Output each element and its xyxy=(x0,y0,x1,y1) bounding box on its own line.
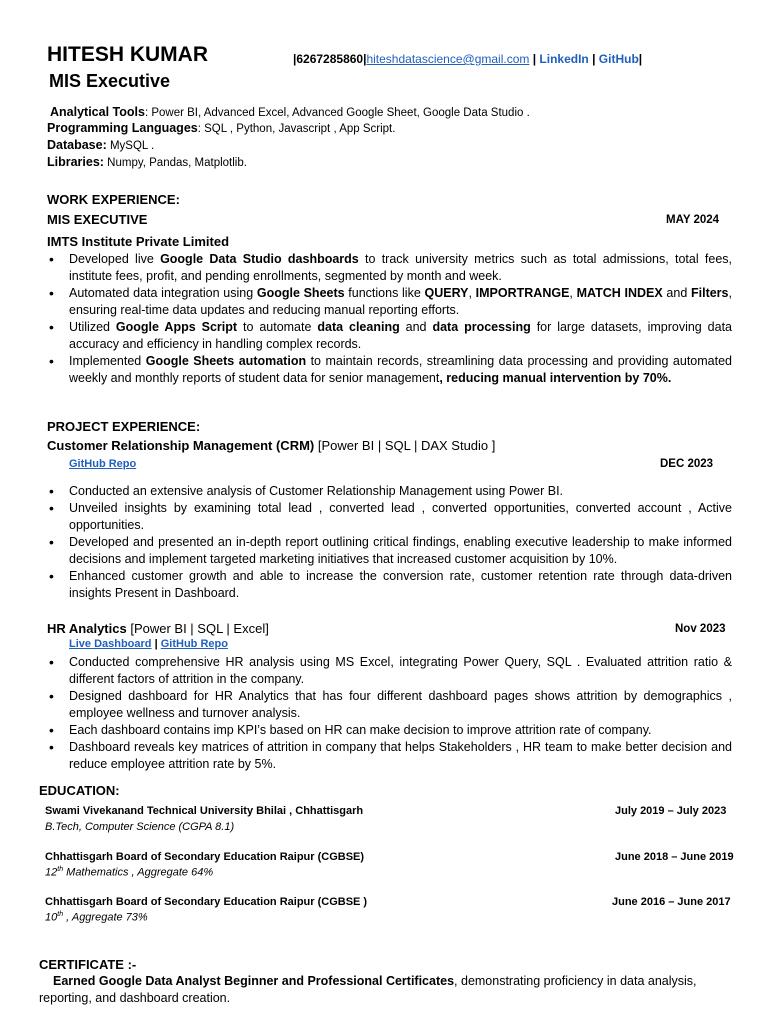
bullet-item: • Developed live Google Data Studio dashboards to track university metrics such as total admissions, total fees, institute fees, profit, and pending enrollments, segmented by month and week. xyxy=(47,251,732,285)
work-job-title: MIS EXECUTIVE xyxy=(47,212,148,227)
phone-number: |6267285860| xyxy=(293,52,367,66)
skill-label: Libraries: xyxy=(47,155,104,169)
skill-value: Numpy, Pandas, Matplotlib. xyxy=(103,157,247,169)
hr-live-dashboard-link[interactable]: Live Dashboard xyxy=(69,638,152,650)
work-date: MAY 2024 xyxy=(666,214,720,226)
education-date: June 2016 – June 2017 xyxy=(612,896,731,908)
crm-project-title xyxy=(47,438,495,453)
bullet-item: • Developed and presented an in-depth report outlining critical findings, enabling executive leadership to make informed decisions and implement targeted marketing initiatives that increased customer acquisition by 10%. xyxy=(47,534,732,568)
detail-superscript: th xyxy=(57,866,64,873)
bullet-item: • Each dashboard contains imp KPI’s based on HR can make decision to improve attrition rate of company. xyxy=(47,722,732,739)
work-company: IMTS Institute Private Limited xyxy=(47,234,230,249)
education-date: July 2019 – July 2023 xyxy=(615,805,727,817)
separator: | xyxy=(588,52,599,66)
separator: | xyxy=(529,52,540,66)
detail-text: Mathematics , Aggregate 64% xyxy=(63,866,214,879)
crm-title: Customer Relationship Management (CRM) xyxy=(47,438,315,453)
github-link[interactable]: GitHub xyxy=(598,52,639,66)
detail-grade: 12 xyxy=(45,866,58,879)
email-link[interactable]: hiteshdatascience@gmail.com xyxy=(366,52,530,66)
hr-tools: [Power BI | SQL | Excel] xyxy=(126,621,269,636)
skill-value: MySQL . xyxy=(106,140,155,152)
education-detail: B.Tech, Computer Science (CGPA 8.1) xyxy=(45,821,235,833)
education-detail xyxy=(45,866,213,879)
bullet-item: • Dashboard reveals key matrices of attrition in company that helps Stakeholders , HR team to make better decision and reduce employee attrition rate by 5%. xyxy=(47,739,732,773)
bullet-item: • Automated data integration using Google Sheets functions like QUERY, IMPORTRANGE, MATCH INDEX and Filters, ensuring real-time data updates and reducing manual reporting efforts. xyxy=(47,285,732,319)
bullet-item: • Utilized Google Apps Script to automate data cleaning and data processing for large datasets, improving data accuracy and efficiency in handling complex records. xyxy=(47,319,732,353)
crm-bullets xyxy=(47,483,732,602)
work-experience-heading: WORK EXPERIENCE: xyxy=(47,192,180,207)
contact-line xyxy=(293,52,642,66)
skill-database xyxy=(47,138,154,152)
candidate-name: HITESH KUMAR xyxy=(47,43,208,66)
detail-text: , Aggregate 73% xyxy=(63,911,148,924)
education-institution: Chhattisgarh Board of Secondary Education Raipur (CGBSE) xyxy=(45,851,365,863)
crm-date: DEC 2023 xyxy=(660,458,714,470)
certificate-text-continued: reporting, and dashboard creation. xyxy=(39,991,231,1005)
education-date: June 2018 – June 2019 xyxy=(615,851,734,863)
work-bullets xyxy=(47,251,732,387)
skill-label: Analytical Tools xyxy=(50,105,145,119)
skill-label: Programming Languages xyxy=(47,121,198,135)
education-heading: EDUCATION: xyxy=(39,783,120,798)
bullet-item: • Conducted comprehensive HR analysis using MS Excel, integrating Power Query, SQL . Evaluated attrition ratio & different factors of attrition in the company. xyxy=(47,654,732,688)
crm-tools: [Power BI | SQL | DAX Studio ] xyxy=(314,438,496,453)
hr-date: Nov 2023 xyxy=(675,623,726,635)
separator: | xyxy=(151,638,161,650)
certificate-heading: CERTIFICATE :- xyxy=(39,957,137,972)
bullet-item: • Unveiled insights by examining total lead , converted lead , converted opportunities, converted account , Active opportunities. xyxy=(47,500,732,534)
linkedin-link[interactable]: LinkedIn xyxy=(539,52,589,66)
skill-label: Database: xyxy=(47,138,107,152)
separator: | xyxy=(638,52,643,66)
certificate-text xyxy=(53,974,697,988)
hr-github-link[interactable]: GitHub Repo xyxy=(160,638,228,650)
certificate-description: , demonstrating proficiency in data analysis, xyxy=(454,974,697,988)
bullet-item: • Enhanced customer growth and able to increase the conversion rate, customer retention rate through data-driven insights Present in Dashboard. xyxy=(47,568,732,602)
hr-project-title xyxy=(47,621,269,636)
skill-libraries xyxy=(47,155,247,169)
hr-title: HR Analytics xyxy=(47,621,127,636)
project-experience-heading: PROJECT EXPERIENCE: xyxy=(47,419,201,434)
bullet-item: • Implemented Google Sheets automation to maintain records, streamlining data processing and providing automated weekly and monthly reports of student data for senior management, reducing manual intervention by 70%. xyxy=(47,353,732,387)
detail-grade: 10 xyxy=(45,911,58,924)
bullet-item: • Designed dashboard for HR Analytics that has four different dashboard pages shows attrition by demographics , employee wellness and turnover analysis. xyxy=(47,688,732,722)
bullet-item: • Conducted an extensive analysis of Customer Relationship Management using Power BI. xyxy=(47,483,732,500)
detail-superscript: th xyxy=(57,911,64,918)
education-detail xyxy=(45,911,148,924)
education-institution: Swami Vivekanand Technical University Bhilai , Chhattisgarh xyxy=(45,805,364,817)
crm-github-link[interactable]: GitHub Repo xyxy=(69,458,137,470)
job-title: MIS Executive xyxy=(49,71,171,91)
skill-value: : SQL , Python, Javascript , App Script. xyxy=(197,123,396,135)
hr-bullets xyxy=(47,654,732,773)
skill-programming-languages xyxy=(47,121,395,135)
certificate-title: Earned Google Data Analyst Beginner and Professional Certificates xyxy=(53,974,455,988)
hr-links xyxy=(69,638,228,650)
skill-value: : Power BI, Advanced Excel, Advanced Google Sheet, Google Data Studio . xyxy=(144,107,530,119)
education-institution: Chhattisgarh Board of Secondary Education Raipur (CGBSE ) xyxy=(45,896,368,908)
skill-analytical-tools xyxy=(50,105,530,119)
